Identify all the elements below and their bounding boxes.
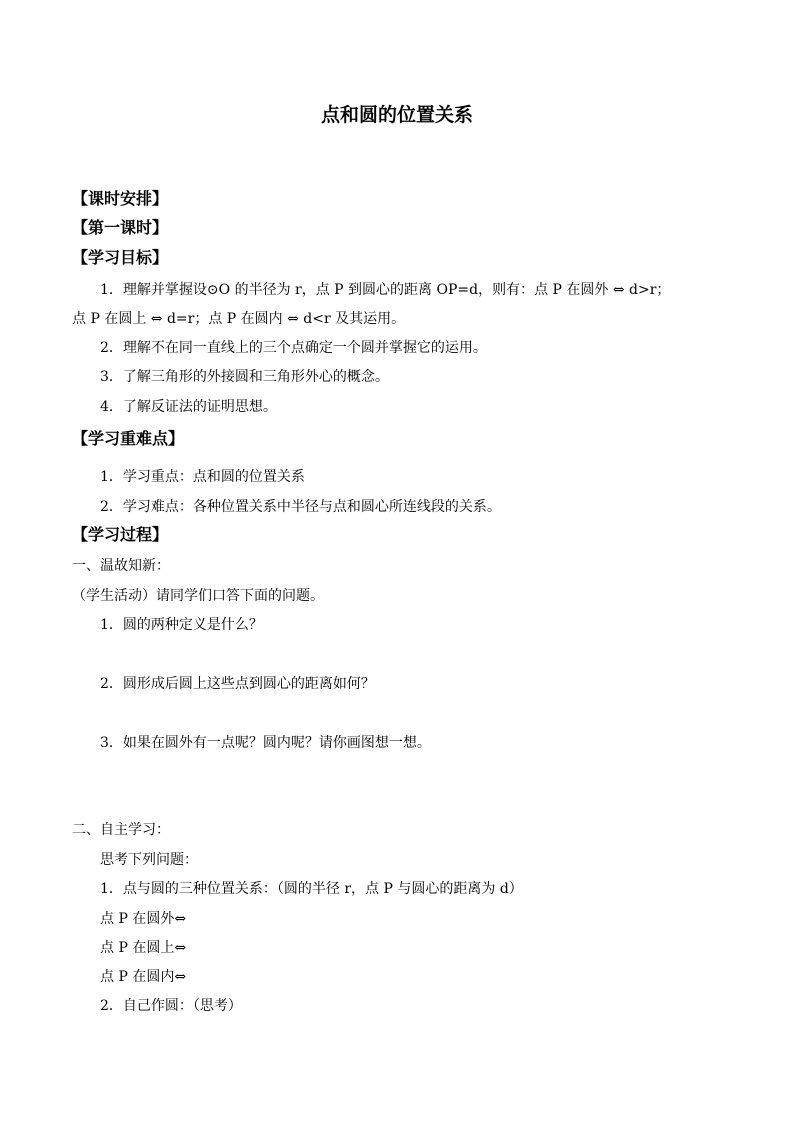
goal-line-1: 1．理解并掌握设⊙O 的半径为 r，点 P 到圆心的距离 OP=d，则有：点 P 在圆外 ⇔ d>r； <box>100 282 671 298</box>
heading-goals: 【学习目标】 <box>72 248 169 267</box>
self-study-item-4: 点 P 在圆内⇔ <box>100 969 187 985</box>
self-study-item-5: 2．自己作圆：（思考） <box>100 998 242 1014</box>
heading-schedule: 【课时安排】 <box>72 189 169 208</box>
goal-line-5: 4．了解反证法的证明思想。 <box>100 399 277 415</box>
review-question-3: 3．如果在圆外有一点呢？圆内呢？请你画图想一想。 <box>100 735 431 751</box>
self-study-item-2: 点 P 在圆外⇔ <box>100 911 187 927</box>
key-point-1: 1．学习重点：点和圆的位置关系 <box>100 469 305 485</box>
self-study-item-1: 1．点与圆的三种位置关系：（圆的半径 r，点 P 与圆心的距离为 d） <box>100 881 523 897</box>
heading-process: 【学习过程】 <box>72 525 169 544</box>
self-study-heading: 二、自主学习： <box>72 822 170 838</box>
page-title: 点和圆的位置关系 <box>320 104 473 126</box>
goal-line-3: 2．理解不在同一直线上的三个点确定一个圆并掌握它的运用。 <box>100 340 487 356</box>
goal-line-2: 点 P 在圆上 ⇔ d=r；点 P 在圆内 ⇔ d<r 及其运用。 <box>72 311 406 327</box>
self-study-item-3: 点 P 在圆上⇔ <box>100 940 187 956</box>
heading-first-lesson: 【第一课时】 <box>72 218 169 237</box>
self-study-prompt: 思考下列问题： <box>100 852 198 868</box>
review-question-2: 2．圆形成后圆上这些点到圆心的距离如何？ <box>100 676 375 692</box>
goal-line-4: 3．了解三角形的外接圆和三角形外心的概念。 <box>100 369 389 385</box>
review-heading: 一、温故知新： <box>72 558 170 574</box>
review-question-1: 1．圆的两种定义是什么？ <box>100 617 263 633</box>
heading-key-points: 【学习重难点】 <box>72 429 185 448</box>
review-intro: （学生活动）请同学们口答下面的问题。 <box>72 588 324 604</box>
key-point-2: 2．学习难点：各种位置关系中半径与点和圆心所连线段的关系。 <box>100 499 501 515</box>
